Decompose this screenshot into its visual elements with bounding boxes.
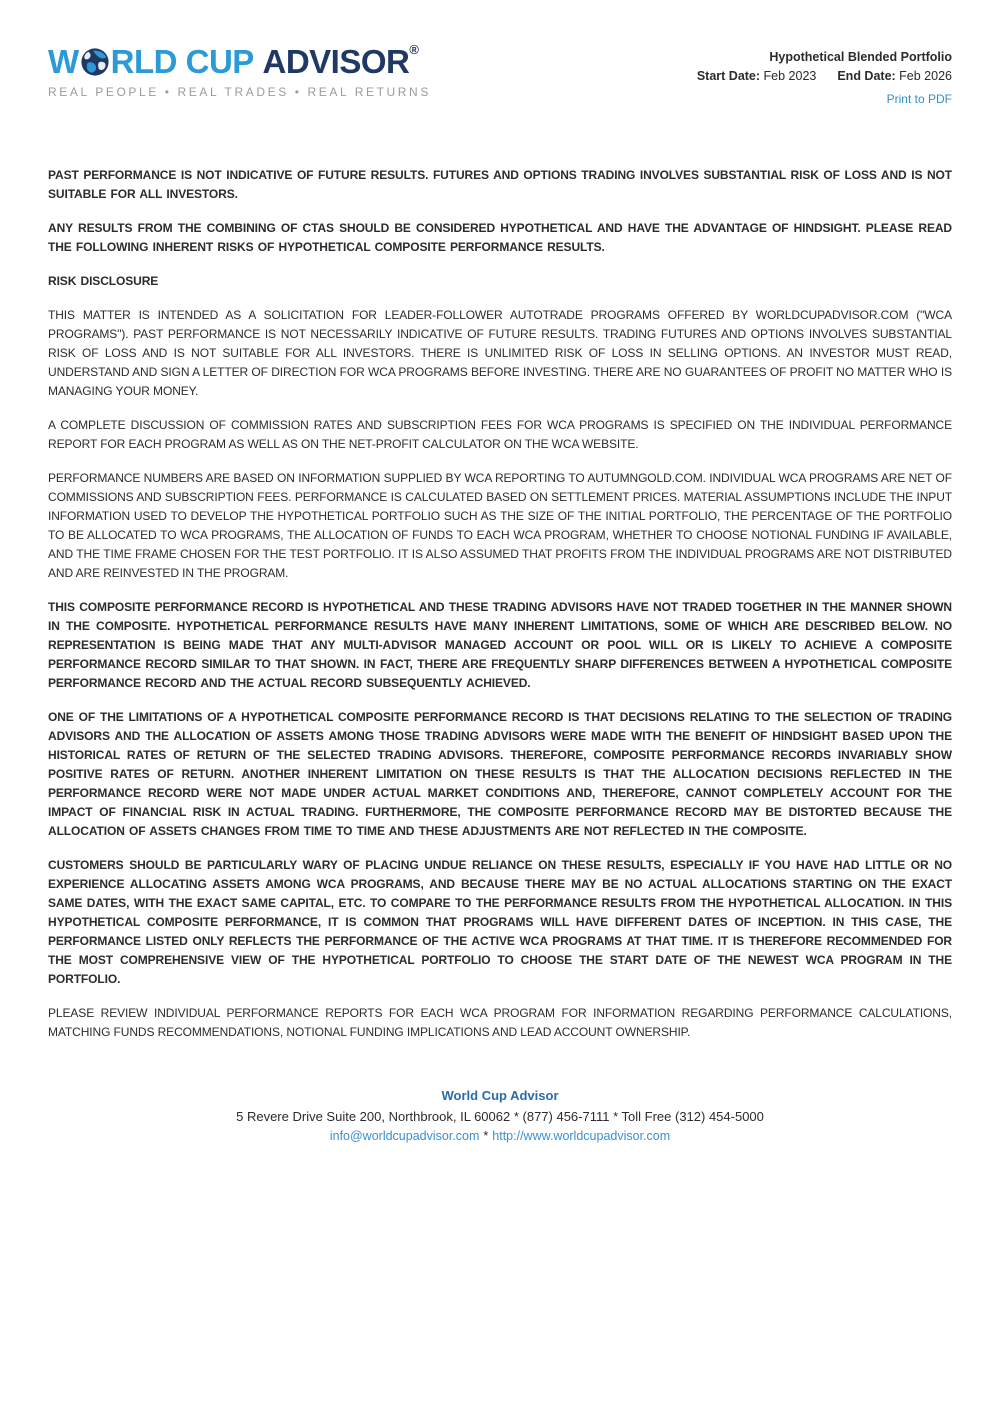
footer-company-name: World Cup Advisor — [441, 1088, 559, 1103]
disclosure-paragraph: PLEASE REVIEW INDIVIDUAL PERFORMANCE REPORTS FOR EACH WCA PROGRAM FOR INFORMATION REGARDING PERFORMANCE CALCULATIONS, MATCHING FUNDS RECOMMENDATIONS, NOTIONAL FUNDING IMPLICATIONS AND LEAD ACCOUNT OWNERSHIP. — [48, 1006, 952, 1039]
logo-tagline: REAL PEOPLE • REAL TRADES • REAL RETURNS — [48, 85, 431, 99]
logo-text-w: W — [48, 43, 79, 80]
disclosure-body — [48, 166, 952, 1042]
risk-disclosure-heading: RISK DISCLOSURE — [48, 274, 159, 288]
footer-email-link[interactable]: info@worldcupadvisor.com — [329, 1129, 480, 1143]
footer-website-link[interactable]: http://www.worldcupadvisor.com — [492, 1129, 671, 1143]
logo-text-rld-cup: RLD CUP — [110, 43, 254, 80]
footer-links — [48, 1129, 952, 1143]
end-date-label: End Date: — [837, 69, 896, 83]
start-date-value: Feb 2023 — [763, 69, 817, 83]
logo-wordmark — [48, 42, 431, 80]
footer-link-separator: * — [483, 1129, 489, 1143]
disclosure-paragraph: PERFORMANCE NUMBERS ARE BASED ON INFORMATION SUPPLIED BY WCA REPORTING TO AUTUMNGOLD.COM. INDIVIDUAL WCA PROGRAMS ARE NET OF COMMISSIONS AND SUBSCRIPTION FEES. PERFORMANCE IS CALCULATED BASED ON SETTLEMENT PRICES. MATERIAL ASSUMPTIONS INCLUDE THE INPUT INFORMATION USED TO DEVELOP THE HYPOTHETICAL PORTFOLIO SUCH AS THE SIZE OF THE INITIAL PORTFOLIO, THE PERCENTAGE OF THE PORTFOLIO TO BE ALLOCATED TO WCA PROGRAMS, THE ALLOCATION OF FUNDS TO EACH WCA PROGRAM, WHETHER TO CHOOSE NOTIONAL FUNDING IF AVAILABLE, AND THE TIME FRAME CHOSEN FOR THE TEST PORTFOLIO. IT IS ALSO ASSUMED THAT PROFITS FROM THE INDIVIDUAL PROGRAMS ARE NOT DISTRIBUTED AND ARE REINVESTED IN THE PROGRAM. — [48, 471, 952, 580]
registered-mark: ® — [409, 42, 419, 57]
disclosure-paragraph: THIS MATTER IS INTENDED AS A SOLICITATION FOR LEADER-FOLLOWER AUTOTRADE PROGRAMS OFFERED BY WORLDCUPADVISOR.COM ("WCA PROGRAMS"). PAST PERFORMANCE IS NOT NECESSARILY INDICATIVE OF FUTURE RESULTS. TRADING FUTURES AND OPTIONS INVOLVES SUBSTANTIAL RISK OF LOSS AND IS NOT SUITABLE FOR ALL INVESTORS. THERE IS UNLIMITED RISK OF LOSS IN SELLING OPTIONS. AN INVESTOR MUST READ, UNDERSTAND AND SIGN A LETTER OF DIRECTION FOR WCA PROGRAMS BEFORE INVESTING. THERE ARE NO GUARANTEES OF PROFIT NO MATTER WHO IS MANAGING YOUR MONEY. — [48, 308, 952, 398]
disclosure-paragraph: ANY RESULTS FROM THE COMBINING OF CTAS SHOULD BE CONSIDERED HYPOTHETICAL AND HAVE THE ADVANTAGE OF HINDSIGHT. PLEASE READ THE FOLLOWING INHERENT RISKS OF HYPOTHETICAL COMPOSITE PERFORMANCE RESULTS. — [48, 221, 952, 254]
start-date-label: Start Date: — [696, 69, 761, 83]
disclosure-paragraph: A COMPLETE DISCUSSION OF COMMISSION RATES AND SUBSCRIPTION FEES FOR WCA PROGRAMS IS SPECIFIED ON THE INDIVIDUAL PERFORMANCE REPORT FOR EACH PROGRAM AS WELL AS ON THE NET-PROFIT CALCULATOR ON THE WCA WEBSITE. — [48, 418, 952, 451]
footer-address: 5 Revere Drive Suite 200, Northbrook, IL 60062 * (877) 456-7111 * Toll Free (312) 454-5000 — [236, 1109, 764, 1124]
globe-icon — [80, 47, 110, 77]
print-to-pdf-link[interactable]: Print to PDF — [886, 92, 952, 106]
page-footer — [48, 1088, 952, 1143]
page-header — [48, 42, 952, 108]
report-date-range — [697, 69, 952, 83]
report-meta — [697, 45, 952, 108]
logo-text-advisor: ADVISOR — [262, 43, 410, 80]
disclosure-paragraph: CUSTOMERS SHOULD BE PARTICULARLY WARY OF PLACING UNDUE RELIANCE ON THESE RESULTS, ESPECIALLY IF YOU HAVE HAD LITTLE OR NO EXPERIENCE ALLOCATING ASSETS AMONG WCA PROGRAMS, AND BECAUSE THERE MAY BE NO ACTUAL ALLOCATIONS STARTING ON THE EXACT SAME DATES, WITH THE EXACT SAME CAPITAL, ETC. TO COMPARE TO THE PERFORMANCE RESULTS FROM THE HYPOTHETICAL ALLOCATION. IN THIS HYPOTHETICAL COMPOSITE PERFORMANCE, IT IS COMMON THAT PROGRAMS WILL HAVE DIFFERENT DATES OF INCEPTION. IN THIS CASE, THE PERFORMANCE LISTED ONLY REFLECTS THE PERFORMANCE OF THE ACTIVE WCA PROGRAMS AT THAT TIME. IT IS THEREFORE RECOMMENDED FOR THE MOST COMPREHENSIVE VIEW OF THE HYPOTHETICAL PORTFOLIO TO CHOOSE THE START DATE OF THE NEWEST WCA PROGRAM IN THE PORTFOLIO. — [48, 858, 952, 986]
disclosure-paragraph: ONE OF THE LIMITATIONS OF A HYPOTHETICAL COMPOSITE PERFORMANCE RECORD IS THAT DECISIONS RELATING TO THE SELECTION OF TRADING ADVISORS AND THE ALLOCATION OF ASSETS AMONG THOSE TRADING ADVISORS WERE MADE WITH THE BENEFIT OF HINDSIGHT BASED UPON THE HISTORICAL RATES OF RETURN OF THE SELECTED TRADING ADVISORS. THEREFORE, COMPOSITE PERFORMANCE RECORDS INVARIABLY SHOW POSITIVE RATES OF RETURN. ANOTHER INHERENT LIMITATION ON THESE RESULTS IS THAT THE ALLOCATION DECISIONS REFLECTED IN THE PERFORMANCE RECORD WERE NOT MADE UNDER ACTUAL MARKET CONDITIONS AND, THEREFORE, CANNOT COMPLETELY ACCOUNT FOR THE IMPACT OF FINANCIAL RISK IN ACTUAL TRADING. FURTHERMORE, THE COMPOSITE PERFORMANCE RECORD MAY BE DISTORTED BECAUSE THE ALLOCATION OF ASSETS CHANGES FROM TIME TO TIME AND THESE ADJUSTMENTS ARE NOT REFLECTED IN THE COMPOSITE. — [48, 710, 952, 838]
disclosure-paragraph: THIS COMPOSITE PERFORMANCE RECORD IS HYPOTHETICAL AND THESE TRADING ADVISORS HAVE NOT TRADED TOGETHER IN THE MANNER SHOWN IN THE COMPOSITE. HYPOTHETICAL PERFORMANCE RESULTS HAVE MANY INHERENT LIMITATIONS, SOME OF WHICH ARE DESCRIBED BELOW. NO REPRESENTATION IS BEING MADE THAT ANY MULTI-ADVISOR MANAGED ACCOUNT OR POOL WILL OR IS LIKELY TO ACHIEVE A COMPOSITE PERFORMANCE RECORD SIMILAR TO THAT SHOWN. IN FACT, THERE ARE FREQUENTLY SHARP DIFFERENCES BETWEEN A HYPOTHETICAL COMPOSITE PERFORMANCE RECORD AND THE ACTUAL RECORD SUBSEQUENTLY ACHIEVED. — [48, 600, 952, 690]
report-title: Hypothetical Blended Portfolio — [769, 50, 952, 64]
wca-logo — [48, 42, 431, 99]
end-date-value: Feb 2026 — [899, 69, 952, 83]
disclosure-paragraph: PAST PERFORMANCE IS NOT INDICATIVE OF FUTURE RESULTS. FUTURES AND OPTIONS TRADING INVOLVES SUBSTANTIAL RISK OF LOSS AND IS NOT SUITABLE FOR ALL INVESTORS. — [48, 168, 952, 201]
